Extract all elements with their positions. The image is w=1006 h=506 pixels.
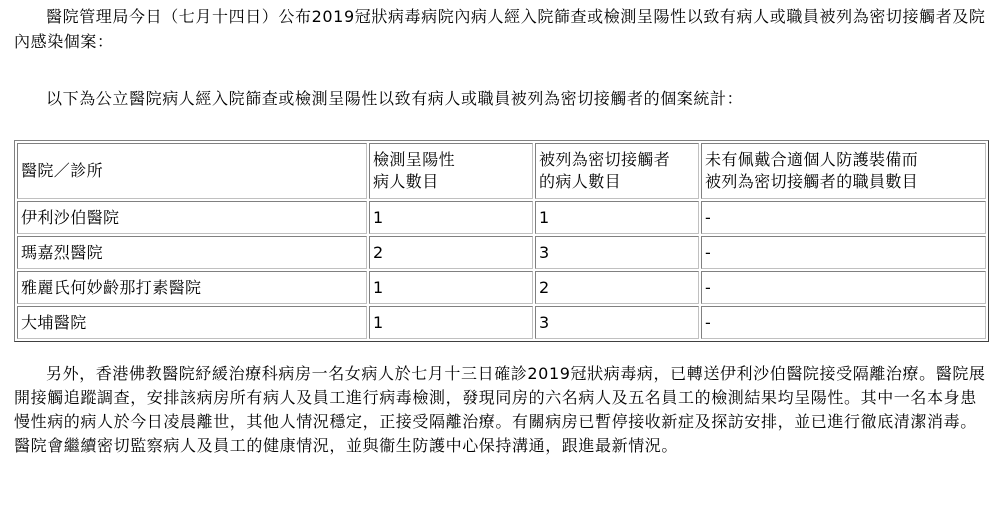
cell-hospital: 雅麗氏何妙齡那打素醫院 <box>17 271 367 304</box>
table-row <box>17 236 986 269</box>
cell-hospital: 大埔醫院 <box>17 306 367 339</box>
intro-paragraph: 醫院管理局今日（七月十四日）公布2019冠狀病毒病院內病人經入院篩查或檢測呈陽性以致有病人或職員被列為密切接觸者及院內感染個案： <box>14 7 986 51</box>
table-row <box>17 271 986 304</box>
table-lead-paragraph: 以下為公立醫院病人經入院篩查或檢測呈陽性以致有病人或職員被列為密切接觸者的個案統計： <box>46 89 744 108</box>
header-close-contact-staff <box>701 143 986 199</box>
header-positive-line2: 病人數目 <box>373 172 439 191</box>
additional-case-paragraph: 另外，香港佛教醫院紓緩治療科病房一名女病人於七月十三日確診2019冠狀病毒病，已轉送伊利沙伯醫院接受隔離治療。醫院展開接觸追蹤調查，安排該病房所有病人及員工進行病毒檢測，發現同房的六名病人及五名員工的檢測結果均呈陽性。其中一名本身患慢性病的病人於今日凌晨離世，其他人情況穩定，正接受隔離治療。有關病房已暫停接收新症及探訪安排，並已進行徹底清潔消毒。醫院會繼續密切監察病人及員工的健康情況，並與衞生防護中心保持溝通，跟進最新情況。 <box>14 364 986 455</box>
table-row <box>17 201 986 234</box>
header-hospital <box>17 143 367 199</box>
cell-positive: 1 <box>369 201 533 234</box>
header-close-line2: 的病人數目 <box>539 172 622 191</box>
header-close-line1: 被列為密切接觸者 <box>539 150 671 169</box>
header-staff-line1: 未有佩戴合適個人防護裝備而 <box>705 150 919 169</box>
header-positive-line1: 檢測呈陽性 <box>373 150 456 169</box>
cell-close-contacts: 3 <box>535 236 699 269</box>
cell-staff: - <box>701 201 986 234</box>
header-close-contact-patients <box>535 143 699 199</box>
cell-positive: 1 <box>369 271 533 304</box>
case-statistics-table <box>14 140 989 342</box>
cell-close-contacts: 1 <box>535 201 699 234</box>
header-hospital-label: 醫院／診所 <box>21 161 104 180</box>
cell-staff: - <box>701 271 986 304</box>
cell-close-contacts: 3 <box>535 306 699 339</box>
cell-staff: - <box>701 306 986 339</box>
table-header-row <box>17 143 986 199</box>
cell-hospital: 伊利沙伯醫院 <box>17 201 367 234</box>
table-row <box>17 306 986 339</box>
cell-positive: 2 <box>369 236 533 269</box>
header-positive-patients <box>369 143 533 199</box>
cell-hospital: 瑪嘉烈醫院 <box>17 236 367 269</box>
header-staff-line2: 被列為密切接觸者的職員數目 <box>705 172 919 191</box>
cell-staff: - <box>701 236 986 269</box>
cell-close-contacts: 2 <box>535 271 699 304</box>
cell-positive: 1 <box>369 306 533 339</box>
